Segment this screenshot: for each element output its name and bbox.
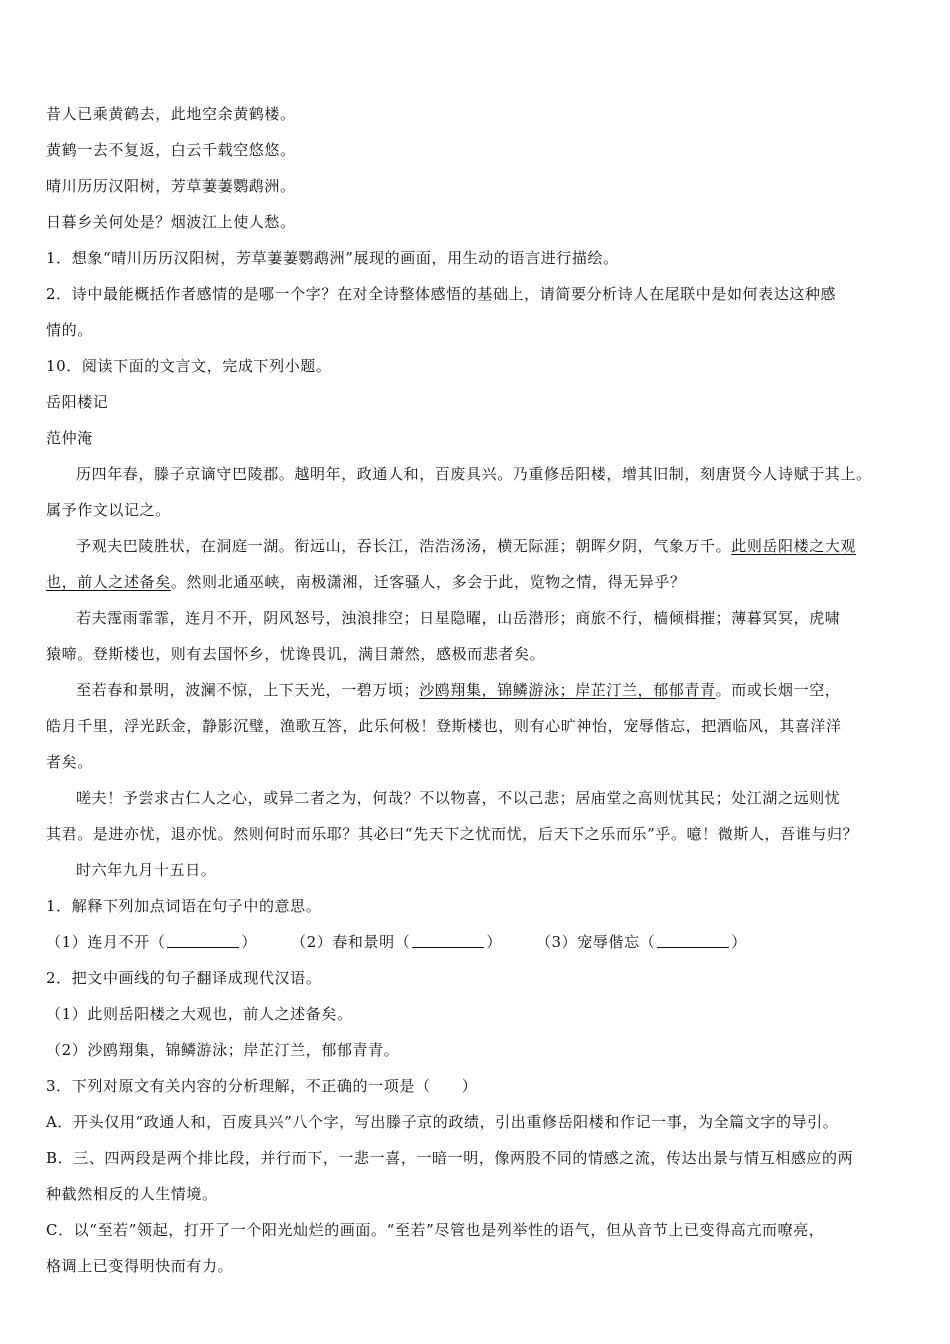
question-1-items [46, 924, 916, 960]
question-3: 3．下列对原文有关内容的分析理解，不正确的一项是（ ） [46, 1077, 478, 1095]
underlined-sentence: 此则岳阳楼之大观 [731, 537, 857, 555]
paragraph-5-cont: 其君。是进亦忧，退亦忧。然则何时而乐耶？其必曰“先天下之忧而忧，后天下之乐而乐”乎。噫！微斯人，吾谁与归？ [46, 825, 859, 843]
poem-question-1: 1．想象“晴川历历汉阳树，芳草萋萋鹦鹉洲”展现的画面，用生动的语言进行描绘。 [46, 249, 619, 267]
question-1: 1．解释下列加点词语在句子中的意思。 [46, 897, 322, 915]
paragraph-4-cont: 者矣。 [46, 753, 93, 771]
question-2: 2．把文中画线的句子翻译成现代汉语。 [46, 969, 322, 987]
essay-title: 岳阳楼记 [46, 393, 109, 411]
item-1-close: ） [241, 933, 257, 951]
paragraph-1: 历四年春，滕子京谪守巴陵郡。越明年，政通人和，百废具兴。乃重修岳阳楼，增其旧制，刻唐贤今人诗赋于其上。 [76, 465, 872, 483]
underlined-sentence: 也，前人之述备矣 [46, 573, 171, 591]
poem-question-2: 2．诗中最能概括作者感情的是哪一个字？在对全诗整体感悟的基础上，请简要分析诗人在尾联中是如何表达这种感 [46, 285, 837, 303]
essay-author: 范仲淹 [46, 429, 93, 447]
underlined-sentence: 沙鸥翔集，锦鳞游泳；岸芷汀兰，郁郁青青 [419, 681, 716, 699]
paragraph-3: 若夫霪雨霏霏，连月不开，阴风怒号，浊浪排空；日星隐曜，山岳潜形；商旅不行，樯倾楫摧；薄暮冥冥，虎啸 [76, 609, 841, 627]
poem-line: 昔人已乘黄鹤去，此地空余黄鹤楼。 [46, 105, 296, 123]
paragraph-6-date: 时六年九月十五日。 [76, 861, 217, 879]
paragraph-3-cont: 猿啼。登斯楼也，则有去国怀乡，忧谗畏讥，满目萧然，感极而悲者矣。 [46, 645, 546, 663]
poem-question-2-cont: 情的。 [46, 321, 93, 339]
paragraph-4 [46, 672, 916, 708]
paragraph-2-cont [46, 564, 916, 600]
paragraph-2 [46, 528, 916, 564]
answer-blank-2[interactable] [412, 933, 484, 948]
item-2-label: （2）春和景明（ [290, 933, 411, 951]
poem-line: 黄鹤一去不复返，白云千载空悠悠。 [46, 141, 296, 159]
document-page [46, 96, 916, 1284]
item-1-label: （1）连月不开（ [46, 933, 166, 951]
paragraph-5: 嗟夫！予尝求古仁人之心，或异二者之为，何哉？不以物喜，不以己悲；居庙堂之高则忧其民；处江湖之远则忧 [76, 789, 841, 807]
answer-blank-1[interactable] [167, 933, 239, 948]
paragraph-1-cont: 属予作文以记之。 [46, 501, 171, 519]
item-3-label: （3）宠辱偕忘（ [535, 933, 656, 951]
answer-blank-3[interactable] [657, 933, 729, 948]
item-2-close: ） [486, 933, 502, 951]
question-2-item-1: （1）此则岳阳楼之大观也，前人之述备矣。 [46, 1005, 353, 1023]
paragraph-2-text: 予观夫巴陵胜状，在洞庭一湖。衔远山，吞长江，浩浩汤汤，横无际涯；朝晖夕阴，气象万千。 [76, 537, 732, 555]
paragraph-4-cont: 皓月千里，浮光跃金，静影沉璧，渔歌互答，此乐何极！登斯楼也，则有心旷神怡，宠辱偕忘，把酒临风，其喜洋洋 [46, 717, 842, 735]
option-b-cont: 种截然相反的人生情境。 [46, 1185, 218, 1203]
question-10-heading: 10．阅读下面的文言文，完成下列小题。 [46, 357, 332, 375]
option-c-cont: 格调上已变得明快而有力。 [46, 1257, 234, 1275]
paragraph-2-text: 。然则北通巫峡，南极潇湘，迁客骚人，多会于此，览物之情，得无异乎？ [170, 573, 686, 591]
poem-line: 晴川历历汉阳树，芳草萋萋鹦鹉洲。 [46, 177, 296, 195]
paragraph-4-text: 至若春和景明，波澜不惊，上下天光，一碧万顷； [76, 681, 420, 699]
question-2-item-2: （2）沙鸥翔集，锦鳞游泳；岸芷汀兰，郁郁青青。 [46, 1041, 400, 1059]
option-b: B．三、四两段是两个排比段，并行而下，一悲一喜，一暗一明，像两股不同的情感之流，传达出景与情互相感应的两 [46, 1149, 854, 1167]
item-3-close: ） [731, 933, 747, 951]
paragraph-4-text: 。而或长烟一空， [715, 681, 841, 699]
poem-line: 日暮乡关何处是？烟波江上使人愁。 [46, 213, 296, 231]
option-c: C．以“至若”领起，打开了一个阳光灿烂的画面。“至若”尽管也是列举性的语气，但从音节上已变得高亢而嘹亮， [46, 1221, 825, 1239]
option-a: A．开头仅用“政通人和，百废具兴”八个字，写出滕子京的政绩，引出重修岳阳楼和作记一事，为全篇文字的导引。 [46, 1113, 839, 1131]
